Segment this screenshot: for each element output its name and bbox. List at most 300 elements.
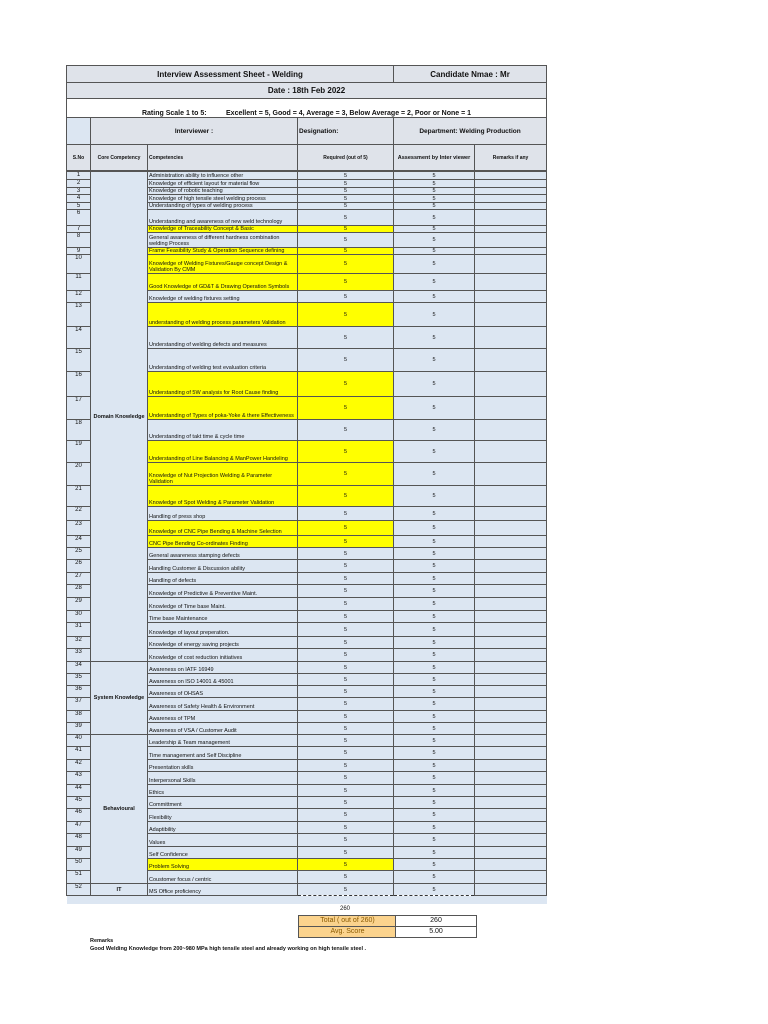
remarks-cell[interactable]	[475, 573, 547, 585]
assessment-score[interactable]: 5	[394, 735, 475, 747]
row-number: 46	[67, 809, 91, 822]
required-score: 5	[298, 686, 394, 698]
assessment-score[interactable]: 5	[394, 560, 475, 573]
assessment-score[interactable]: 5	[394, 686, 475, 698]
competency-text: understanding of welding process parameters Validation	[148, 303, 298, 327]
remarks-cell[interactable]	[475, 674, 547, 686]
row-number: 15	[67, 349, 91, 372]
required-score: 5	[298, 560, 394, 573]
remarks-cell[interactable]	[475, 822, 547, 834]
required-score: 5	[298, 226, 394, 233]
assessment-score[interactable]: 5	[394, 210, 475, 226]
row-number: 39	[67, 723, 91, 735]
assessment-score[interactable]: 5	[394, 349, 475, 372]
assessment-score[interactable]: 5	[394, 809, 475, 822]
row-number: 52	[67, 884, 91, 896]
competency-text: Understanding of welding test evaluation criteria	[148, 349, 298, 372]
required-score: 5	[298, 760, 394, 772]
assessment-score[interactable]: 5	[394, 180, 475, 188]
required-score: 5	[298, 834, 394, 847]
competency-text: Frame Feasibility Study & Operation Sequence defining	[148, 248, 298, 255]
competency-text: Understanding of types of welding process	[148, 203, 298, 210]
remarks-cell[interactable]	[475, 698, 547, 711]
competency-text: Knowledge of Time base Maint.	[148, 598, 298, 611]
competency-text: Understanding of welding defects and measures	[148, 327, 298, 349]
assessment-score[interactable]: 5	[394, 274, 475, 291]
competency-text: Presentation skills	[148, 760, 298, 772]
assessment-score[interactable]: 5	[394, 486, 475, 507]
required-score: 5	[298, 349, 394, 372]
col-core: Core Competency	[91, 145, 148, 171]
core-competency-domain: Domain Knowledge	[91, 172, 148, 662]
remarks-cell[interactable]	[475, 637, 547, 649]
assessment-score[interactable]: 5	[394, 203, 475, 210]
required-score: 5	[298, 723, 394, 735]
competency-text: Committment	[148, 797, 298, 809]
assessment-score[interactable]: 5	[394, 397, 475, 420]
remarks-cell[interactable]	[475, 248, 547, 255]
remarks-cell[interactable]	[475, 349, 547, 372]
competency-text: Flexibility	[148, 809, 298, 822]
competency-text: Values	[148, 834, 298, 847]
required-score: 5	[298, 884, 394, 896]
row-number: 13	[67, 303, 91, 327]
assessment-score[interactable]: 5	[394, 536, 475, 548]
remarks-cell[interactable]	[475, 255, 547, 274]
remarks-cell[interactable]	[475, 871, 547, 884]
required-score: 5	[298, 847, 394, 859]
row-number: 10	[67, 255, 91, 274]
row-number: 14	[67, 327, 91, 349]
required-score: 5	[298, 674, 394, 686]
required-score: 5	[298, 735, 394, 747]
row-number: 24	[67, 536, 91, 548]
row-number: 9	[67, 248, 91, 255]
competency-text: Awareness on IATF 16949	[148, 662, 298, 674]
remarks-cell[interactable]	[475, 785, 547, 797]
row-number: 5	[67, 203, 91, 210]
remarks-cell[interactable]	[475, 662, 547, 674]
assessment-score[interactable]: 5	[394, 674, 475, 686]
competency-text: Handling Customer & Discussion ability	[148, 560, 298, 573]
assessment-score[interactable]: 5	[394, 521, 475, 536]
row-number: 19	[67, 441, 91, 463]
remarks-cell[interactable]	[475, 859, 547, 871]
required-score: 5	[298, 637, 394, 649]
required-score: 5	[298, 303, 394, 327]
assessment-score[interactable]: 5	[394, 172, 475, 180]
table-row	[67, 662, 547, 674]
row-number: 35	[67, 674, 91, 686]
required-score: 5	[298, 598, 394, 611]
row-number: 36	[67, 686, 91, 698]
required-score: 5	[298, 203, 394, 210]
required-score: 5	[298, 291, 394, 303]
assessment-score[interactable]: 5	[394, 834, 475, 847]
required-score: 5	[298, 507, 394, 521]
remarks-label: Remarks	[90, 938, 114, 944]
row-number: 8	[67, 233, 91, 248]
assessment-score[interactable]: 5	[394, 859, 475, 871]
competency-text: Time management and Self Discipline	[148, 747, 298, 760]
competency-text: Knowledge of Nut Projection Welding & Parameter Validation	[148, 463, 298, 486]
required-score: 5	[298, 486, 394, 507]
row-number: 25	[67, 548, 91, 560]
required-score: 5	[298, 772, 394, 785]
remarks-cell[interactable]	[475, 585, 547, 598]
competency-text: Interpersonal Skills	[148, 772, 298, 785]
remarks-cell[interactable]	[475, 172, 547, 180]
remarks-cell[interactable]	[475, 420, 547, 441]
competency-text: Awareness of Safety Health & Environment	[148, 698, 298, 711]
competency-text: Awareness of OHSAS	[148, 686, 298, 698]
competency-text: Knowledge of cost reduction initiatives	[148, 649, 298, 662]
assessment-score[interactable]: 5	[394, 723, 475, 735]
row-number: 30	[67, 611, 91, 623]
competency-text: Leadership & Team management	[148, 735, 298, 747]
competency-text: Knowledge of layout preperation.	[148, 623, 298, 637]
required-score: 5	[298, 248, 394, 255]
candidate-name: Candidate Nmae : Mr	[394, 66, 547, 83]
remarks-cell[interactable]	[475, 180, 547, 188]
remarks-cell[interactable]	[475, 226, 547, 233]
remarks-cell[interactable]	[475, 507, 547, 521]
row-number: 48	[67, 834, 91, 847]
assessment-score[interactable]: 5	[394, 747, 475, 760]
row-number: 23	[67, 521, 91, 536]
remarks-cell[interactable]	[475, 686, 547, 698]
assessment-score[interactable]: 5	[394, 463, 475, 486]
competency-text: General awareness of different hardness combination welding Process	[148, 233, 298, 248]
row-number: 34	[67, 662, 91, 674]
required-score: 5	[298, 441, 394, 463]
competency-text: Problem Solving	[148, 859, 298, 871]
table-row	[67, 172, 547, 180]
row-number: 22	[67, 507, 91, 521]
competency-text: General awareness stamping defects	[148, 548, 298, 560]
header-table	[66, 65, 547, 171]
remarks-cell[interactable]	[475, 210, 547, 226]
assessment-score[interactable]: 5	[394, 772, 475, 785]
competency-text: Knowledge of Predictive & Preventive Maint.	[148, 585, 298, 598]
sum-row-cell	[298, 896, 394, 904]
competency-text: Knowledge of energy saving projects	[148, 637, 298, 649]
assessment-score[interactable]: 5	[394, 637, 475, 649]
competency-text: Time base Maintenance	[148, 611, 298, 623]
remarks-cell[interactable]	[475, 291, 547, 303]
row-number: 2	[67, 180, 91, 188]
competency-text: Awareness of VSA / Customer Audit	[148, 723, 298, 735]
assessment-score[interactable]: 5	[394, 573, 475, 585]
sum-row-cell	[91, 896, 148, 904]
row-number: 4	[67, 195, 91, 203]
avg-value: 5.00	[395, 926, 477, 938]
required-score: 5	[298, 585, 394, 598]
competency-text: Administration ability to influence other	[148, 172, 298, 180]
competency-text: Knowledge of efficient layout for material flow	[148, 180, 298, 188]
assessment-score[interactable]: 5	[394, 649, 475, 662]
remarks-cell[interactable]	[475, 747, 547, 760]
assessment-score[interactable]: 5	[394, 585, 475, 598]
row-number: 33	[67, 649, 91, 662]
row-number: 38	[67, 711, 91, 723]
required-score: 5	[298, 573, 394, 585]
row-number: 41	[67, 747, 91, 760]
competency-text: MS Office proficiency	[148, 884, 298, 896]
competency-text: Knowledge of CNC Pipe Bending & Machine Selection	[148, 521, 298, 536]
required-score: 5	[298, 233, 394, 248]
competency-text: Understanding of takt time & cycle time	[148, 420, 298, 441]
required-score: 5	[298, 188, 394, 195]
row-number: 40	[67, 735, 91, 747]
assessment-score[interactable]: 5	[394, 188, 475, 195]
required-score: 5	[298, 255, 394, 274]
competency-text: Handling of defects	[148, 573, 298, 585]
required-score: 5	[298, 822, 394, 834]
remarks-cell[interactable]	[475, 303, 547, 327]
col-comp: Competencies	[148, 145, 298, 171]
row-number: 32	[67, 637, 91, 649]
remarks-cell[interactable]	[475, 598, 547, 611]
avg-label: Avg. Score	[298, 926, 397, 938]
assessment-score[interactable]: 5	[394, 847, 475, 859]
remarks-cell[interactable]	[475, 797, 547, 809]
assessment-score[interactable]: 5	[394, 785, 475, 797]
required-score: 5	[298, 327, 394, 349]
remarks-cell[interactable]	[475, 723, 547, 735]
competency-text: Knowledge of high tensile steel welding process	[148, 195, 298, 203]
required-score: 5	[298, 172, 394, 180]
row-number: 27	[67, 573, 91, 585]
table-row	[67, 735, 547, 747]
required-score: 5	[298, 372, 394, 397]
competency-text: Self Confidence	[148, 847, 298, 859]
designation-field: Designation:	[298, 118, 394, 145]
remarks-cell[interactable]	[475, 760, 547, 772]
required-score: 5	[298, 180, 394, 188]
remarks-cell[interactable]	[475, 772, 547, 785]
remarks-cell[interactable]	[475, 884, 547, 896]
assessment-score[interactable]: 5	[394, 548, 475, 560]
assessment-score[interactable]: 5	[394, 441, 475, 463]
required-score: 5	[298, 420, 394, 441]
assessment-score[interactable]: 5	[394, 711, 475, 723]
sum-row	[67, 896, 547, 904]
row-number: 50	[67, 859, 91, 871]
remarks-cell[interactable]	[475, 274, 547, 291]
assessment-score[interactable]: 5	[394, 822, 475, 834]
required-score: 5	[298, 463, 394, 486]
remarks-cell[interactable]	[475, 611, 547, 623]
row-number: 11	[67, 274, 91, 291]
row-number: 45	[67, 797, 91, 809]
remarks-cell[interactable]	[475, 649, 547, 662]
row-number: 42	[67, 760, 91, 772]
department-field: Department: Welding Production	[394, 118, 547, 145]
required-score: 5	[298, 797, 394, 809]
remarks-cell[interactable]	[475, 548, 547, 560]
competency-text: CNC Pipe Bending Co-ordinates Finding	[148, 536, 298, 548]
competency-table	[66, 171, 547, 904]
competency-text: Ethics	[148, 785, 298, 797]
competency-text: Adaptibility	[148, 822, 298, 834]
assessment-score[interactable]: 5	[394, 303, 475, 327]
core-competency-behavioural: Behavioural	[91, 735, 148, 884]
assessment-score[interactable]: 5	[394, 598, 475, 611]
row-number: 7	[67, 226, 91, 233]
row-number: 6	[67, 210, 91, 226]
sum-row-cell	[67, 896, 91, 904]
row-number: 31	[67, 623, 91, 637]
assessment-score[interactable]: 5	[394, 195, 475, 203]
remarks-cell[interactable]	[475, 847, 547, 859]
competency-text: Knowledge of robotic teaching	[148, 188, 298, 195]
row-number: 17	[67, 397, 91, 420]
sheet-title: Interview Assessment Sheet - Welding	[67, 66, 394, 83]
sum-row-cell	[148, 896, 298, 904]
row-number: 44	[67, 785, 91, 797]
competency-text: Knowledge of Traceability Concept & Basic	[148, 226, 298, 233]
remarks-cell[interactable]	[475, 233, 547, 248]
col-sno: S.No	[67, 145, 91, 171]
row-number: 37	[67, 698, 91, 711]
rating-label: Rating Scale 1 to 5:	[141, 110, 207, 117]
remarks-cell[interactable]	[475, 327, 547, 349]
remarks-cell[interactable]	[475, 834, 547, 847]
remarks-cell[interactable]	[475, 623, 547, 637]
required-score: 5	[298, 747, 394, 760]
remarks-cell[interactable]	[475, 536, 547, 548]
remarks-cell[interactable]	[475, 441, 547, 463]
assessment-score[interactable]: 5	[394, 226, 475, 233]
assessment-score[interactable]: 5	[394, 327, 475, 349]
assessment-score[interactable]: 5	[394, 662, 475, 674]
competency-text: Awareness on ISO 14001 & 45001	[148, 674, 298, 686]
required-score: 5	[298, 871, 394, 884]
required-score: 5	[298, 785, 394, 797]
assessment-score[interactable]: 5	[394, 291, 475, 303]
competency-text: Knowledge of Welding Fixtures/Gauge concept Design & Validation By CMM	[148, 255, 298, 274]
table-row	[67, 884, 547, 896]
remarks-cell[interactable]	[475, 372, 547, 397]
remarks-cell[interactable]	[475, 203, 547, 210]
competency-text: Awareness of TPM	[148, 711, 298, 723]
required-score: 5	[298, 536, 394, 548]
col-rem: Remarks if any	[475, 145, 547, 171]
row-number: 51	[67, 871, 91, 884]
required-score: 5	[298, 662, 394, 674]
required-score: 5	[298, 711, 394, 723]
required-score: 5	[298, 195, 394, 203]
required-score: 5	[298, 649, 394, 662]
core-competency-it: IT	[91, 884, 148, 896]
required-score: 5	[298, 274, 394, 291]
remarks-cell[interactable]	[475, 188, 547, 195]
row-number: 49	[67, 847, 91, 859]
assessment-score[interactable]: 5	[394, 372, 475, 397]
row-number: 43	[67, 772, 91, 785]
competency-text: Understanding of Types of poka-Yoke & there Effectiveness	[148, 397, 298, 420]
required-score: 5	[298, 698, 394, 711]
competency-text: Coustomer focus / centric	[148, 871, 298, 884]
row-number: 3	[67, 188, 91, 195]
assessment-score[interactable]: 5	[394, 884, 475, 896]
total-label: Total ( out of 260)	[298, 915, 397, 927]
competency-text: Knowledge of welding fixtures setting	[148, 291, 298, 303]
competency-text: Handling of press shop	[148, 507, 298, 521]
assessment-sheet	[66, 65, 546, 904]
remarks-cell[interactable]	[475, 195, 547, 203]
row-number: 18	[67, 420, 91, 441]
assessment-score[interactable]: 5	[394, 233, 475, 248]
required-score: 5	[298, 623, 394, 637]
row-number: 29	[67, 598, 91, 611]
assessment-date: Date : 18th Feb 2022	[67, 83, 547, 99]
interviewer-field: Interviewer :	[91, 118, 298, 145]
assessment-score[interactable]: 5	[394, 797, 475, 809]
rating-scale	[67, 99, 547, 118]
remarks-cell[interactable]	[475, 735, 547, 747]
remarks-text: Good Welding Knowledge from 200~980 MPa high tensile steel and already working on high tensile steel .	[90, 946, 367, 952]
required-score: 5	[298, 521, 394, 536]
remarks-cell[interactable]	[475, 521, 547, 536]
remarks-cell[interactable]	[475, 463, 547, 486]
remarks-cell[interactable]	[475, 560, 547, 573]
required-score: 5	[298, 397, 394, 420]
row-number: 47	[67, 822, 91, 834]
assessment-score[interactable]: 5	[394, 420, 475, 441]
competency-text: Understanding and awareness of new weld technology	[148, 210, 298, 226]
competency-text: Understanding of 5W analysis for Root Cause finding	[148, 372, 298, 397]
competency-text: Understanding of Line Balancing & ManPower Handeling	[148, 441, 298, 463]
assessment-score[interactable]: 5	[394, 871, 475, 884]
assessment-score[interactable]: 5	[394, 611, 475, 623]
competency-text: Good Knowledge of GD&T & Drawing Operation Symbols	[148, 274, 298, 291]
remarks-cell[interactable]	[475, 486, 547, 507]
remarks-cell[interactable]	[475, 397, 547, 420]
sum-value: 260	[340, 906, 351, 912]
assessment-score[interactable]: 5	[394, 698, 475, 711]
remarks-cell[interactable]	[475, 711, 547, 723]
required-score: 5	[298, 859, 394, 871]
col-ass: Assessment by Inter viewer	[394, 145, 475, 171]
rating-values: Excellent = 5, Good = 4, Average = 3, Below Average = 2, Poor or None = 1	[226, 110, 472, 117]
assessment-score[interactable]: 5	[394, 248, 475, 255]
sum-row-cell	[475, 896, 547, 904]
row-number: 26	[67, 560, 91, 573]
assessment-score[interactable]: 5	[394, 760, 475, 772]
assessment-score[interactable]: 5	[394, 507, 475, 521]
sum-row-cell	[394, 896, 475, 904]
row-number: 16	[67, 372, 91, 397]
row-number: 1	[67, 172, 91, 180]
row-number: 21	[67, 486, 91, 507]
competency-text: Knowledge of Spot Welding & Parameter Validation	[148, 486, 298, 507]
required-score: 5	[298, 210, 394, 226]
remarks-cell[interactable]	[475, 809, 547, 822]
required-score: 5	[298, 548, 394, 560]
required-score: 5	[298, 809, 394, 822]
required-score: 5	[298, 611, 394, 623]
col-req: Required (out of 5)	[298, 145, 394, 171]
row-number: 12	[67, 291, 91, 303]
row-number: 28	[67, 585, 91, 598]
core-competency-system: System Knowledge	[91, 662, 148, 735]
total-value: 260	[395, 915, 477, 927]
assessment-score[interactable]: 5	[394, 255, 475, 274]
row-number: 20	[67, 463, 91, 486]
assessment-score[interactable]: 5	[394, 623, 475, 637]
